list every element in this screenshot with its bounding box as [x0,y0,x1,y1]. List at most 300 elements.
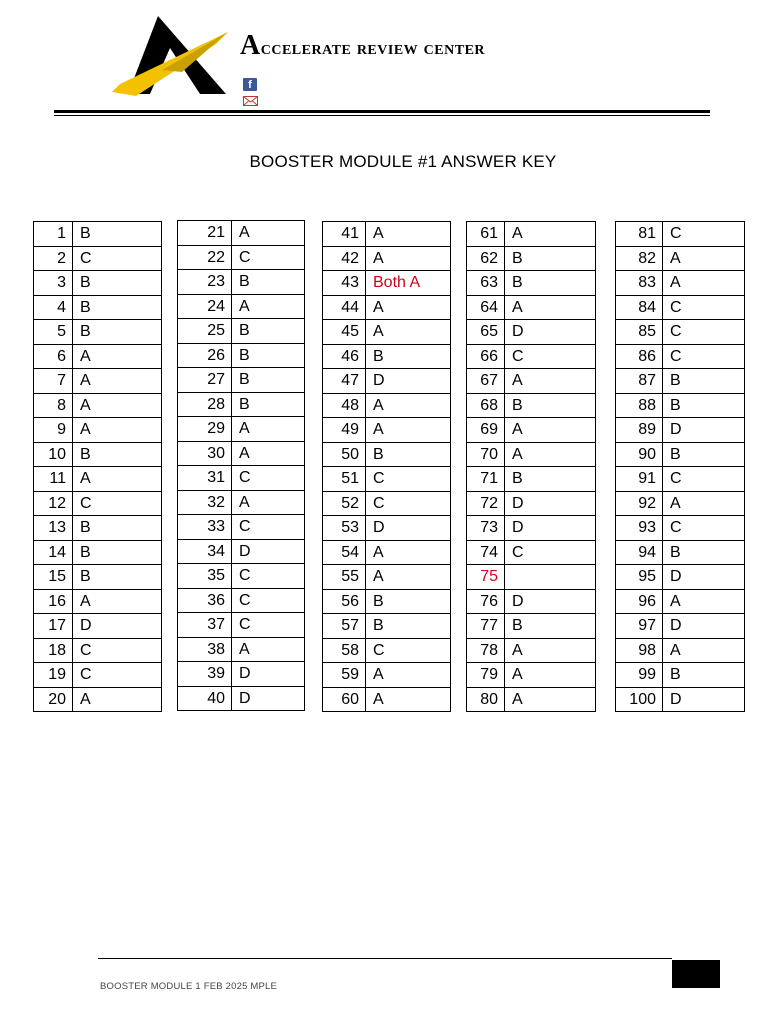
answer-letter: A [232,490,305,515]
answer-letter: A [73,344,162,369]
answer-letter: A [73,418,162,443]
question-number: 87 [616,369,663,394]
question-number: 2 [34,246,73,271]
question-number: 54 [323,540,366,565]
answer-row [616,344,745,369]
answer-row [323,565,451,590]
answer-row [616,540,745,565]
answer-row [178,343,305,368]
answer-row [178,613,305,638]
question-number: 63 [467,271,505,296]
answer-row [178,662,305,687]
answer-letter: A [73,687,162,712]
answer-letter: B [663,540,745,565]
question-number: 61 [467,222,505,247]
answer-row [178,417,305,442]
answer-letter: B [505,393,596,418]
answer-letter: A [366,320,451,345]
question-number: 80 [467,687,505,712]
answer-row [616,369,745,394]
answer-table-21-40 [177,220,305,711]
answer-letter: C [663,320,745,345]
question-number: 34 [178,539,232,564]
question-number: 17 [34,614,73,639]
question-number: 53 [323,516,366,541]
answer-letter: A [663,246,745,271]
question-number: 22 [178,245,232,270]
question-number: 97 [616,614,663,639]
answer-letter: A [663,638,745,663]
answer-row [323,369,451,394]
answer-row [616,663,745,688]
page-number-box [672,960,720,988]
answer-row [467,344,596,369]
answer-row [178,441,305,466]
answer-letter: A [505,687,596,712]
answer-row [467,467,596,492]
question-number: 21 [178,221,232,246]
question-number: 29 [178,417,232,442]
answer-row [467,663,596,688]
answer-letter: A [366,687,451,712]
answer-letter: D [663,687,745,712]
answer-row [467,589,596,614]
question-number: 37 [178,613,232,638]
answer-row [467,222,596,247]
answer-row [323,295,451,320]
question-number: 12 [34,491,73,516]
question-number: 8 [34,393,73,418]
answer-row [616,516,745,541]
answer-row [616,467,745,492]
question-number: 43 [323,271,366,296]
answer-row [34,442,162,467]
answer-table-1-20 [33,221,162,712]
answer-row [467,418,596,443]
answer-row [616,295,745,320]
question-number: 56 [323,589,366,614]
answer-row [467,491,596,516]
answer-row [178,368,305,393]
answer-letter: B [366,442,451,467]
answer-row [178,270,305,295]
question-number: 73 [467,516,505,541]
answer-letter: A [366,565,451,590]
question-number: 5 [34,320,73,345]
answer-row [323,393,451,418]
answer-letter: C [505,540,596,565]
answer-row [178,392,305,417]
answer-row [616,565,745,590]
answer-table-41-60 [322,221,451,712]
answer-row [467,687,596,712]
question-number: 16 [34,589,73,614]
question-number: 86 [616,344,663,369]
answer-row [467,393,596,418]
answer-letter: A [73,467,162,492]
answer-row [323,442,451,467]
answer-row [467,540,596,565]
answer-letter: C [232,515,305,540]
answer-row [323,589,451,614]
answer-letter: B [73,271,162,296]
answer-row [467,320,596,345]
answer-row [323,222,451,247]
answer-row [34,222,162,247]
answer-letter: B [232,368,305,393]
answer-row [323,320,451,345]
answer-letter: A [366,246,451,271]
question-number: 99 [616,663,663,688]
answer-row [467,271,596,296]
question-number: 100 [616,687,663,712]
answer-row [616,222,745,247]
answer-row [178,490,305,515]
header-divider [54,110,710,113]
question-number: 60 [323,687,366,712]
question-number: 7 [34,369,73,394]
question-number: 3 [34,271,73,296]
question-number: 66 [467,344,505,369]
question-number: 83 [616,271,663,296]
question-number: 20 [34,687,73,712]
question-number: 9 [34,418,73,443]
question-number: 95 [616,565,663,590]
answer-letter: D [505,320,596,345]
answer-letter: C [73,638,162,663]
answer-letter: B [73,540,162,565]
question-number: 64 [467,295,505,320]
answer-row [616,320,745,345]
answer-letter: C [663,516,745,541]
answer-row [34,418,162,443]
answer-row [467,369,596,394]
question-number: 84 [616,295,663,320]
question-number: 55 [323,565,366,590]
answer-letter: C [232,245,305,270]
answer-row [467,638,596,663]
answer-letter: C [663,222,745,247]
answer-letter: A [505,222,596,247]
answer-letter: C [232,588,305,613]
question-number: 18 [34,638,73,663]
question-number: 45 [323,320,366,345]
answer-letter: B [73,320,162,345]
answer-row [323,246,451,271]
question-number: 10 [34,442,73,467]
answer-letter: C [663,344,745,369]
question-number: 98 [616,638,663,663]
question-number: 25 [178,319,232,344]
question-number: 23 [178,270,232,295]
answer-row [178,637,305,662]
answer-letter: D [505,516,596,541]
facebook-icon[interactable]: f [243,78,257,91]
answer-letter: D [366,369,451,394]
answer-letter: A [366,540,451,565]
answer-letter: B [505,271,596,296]
answer-letter: A [232,294,305,319]
question-number: 27 [178,368,232,393]
question-number: 41 [323,222,366,247]
answer-row [467,442,596,467]
question-number: 58 [323,638,366,663]
question-number: 33 [178,515,232,540]
answer-row [323,638,451,663]
answer-letter: A [366,295,451,320]
question-number: 82 [616,246,663,271]
social-links [243,78,259,106]
answer-letter: C [366,467,451,492]
answer-letter: B [366,589,451,614]
question-number: 46 [323,344,366,369]
answer-row [616,491,745,516]
answer-row [34,467,162,492]
question-number: 42 [323,246,366,271]
answer-letter: A [366,393,451,418]
question-number: 39 [178,662,232,687]
question-number: 31 [178,466,232,491]
answer-letter: D [232,686,305,711]
answer-row [178,515,305,540]
answer-row [34,516,162,541]
answer-letter: B [232,343,305,368]
question-number: 88 [616,393,663,418]
header-divider-thin [54,115,710,116]
question-number: 67 [467,369,505,394]
question-number: 50 [323,442,366,467]
question-number: 59 [323,663,366,688]
answer-row [616,418,745,443]
answer-row [467,614,596,639]
question-number: 62 [467,246,505,271]
answer-row [34,614,162,639]
question-number: 96 [616,589,663,614]
answer-row [323,516,451,541]
answer-letter: B [73,565,162,590]
answer-letter: B [505,467,596,492]
answer-row [178,466,305,491]
question-number: 94 [616,540,663,565]
question-number: 52 [323,491,366,516]
answer-row [323,271,451,296]
question-number: 78 [467,638,505,663]
answer-row [178,686,305,711]
answer-row [323,491,451,516]
question-number: 65 [467,320,505,345]
answer-row [34,565,162,590]
answer-letter: B [73,516,162,541]
answer-letter: A [232,637,305,662]
answer-letter: D [232,662,305,687]
answer-letter: C [505,344,596,369]
question-number: 71 [467,467,505,492]
question-number: 92 [616,491,663,516]
answer-letter: A [505,418,596,443]
answer-letter: B [366,614,451,639]
answer-letter: C [232,613,305,638]
answer-letter: B [232,392,305,417]
footer-text: BOOSTER MODULE 1 FEB 2025 MPLE [100,981,278,992]
answer-letter: B [505,246,596,271]
answer-letter: B [505,614,596,639]
question-number: 76 [467,589,505,614]
answer-row [178,319,305,344]
answer-row [34,295,162,320]
accelerate-logo [110,14,240,98]
question-number: 69 [467,418,505,443]
question-number: 24 [178,294,232,319]
answer-row [34,393,162,418]
answer-letter: D [663,418,745,443]
answer-letter: A [73,393,162,418]
question-number: 38 [178,637,232,662]
question-number: 81 [616,222,663,247]
answer-row [616,638,745,663]
question-number: 49 [323,418,366,443]
answer-row [467,295,596,320]
answer-row [34,638,162,663]
answer-row [616,442,745,467]
answer-letter: B [73,295,162,320]
answer-letter: D [663,565,745,590]
answer-letter: Both A [366,271,451,296]
answer-letter [505,565,596,590]
question-number: 32 [178,490,232,515]
question-number: 1 [34,222,73,247]
answer-letter: A [505,442,596,467]
mail-icon[interactable] [243,96,258,106]
question-number: 44 [323,295,366,320]
question-number: 57 [323,614,366,639]
answer-letter: B [73,222,162,247]
answer-row [616,614,745,639]
answer-row [34,663,162,688]
answer-letter: A [505,663,596,688]
answer-letter: A [73,589,162,614]
answer-row [616,271,745,296]
answer-row [467,246,596,271]
answer-row [34,491,162,516]
answer-letter: C [73,246,162,271]
answer-row [467,565,596,590]
question-number: 47 [323,369,366,394]
answer-row [34,687,162,712]
question-number: 70 [467,442,505,467]
answer-letter: C [366,638,451,663]
answer-letter: B [663,442,745,467]
question-number: 6 [34,344,73,369]
answer-letter: D [505,589,596,614]
answer-row [323,467,451,492]
answer-row [616,687,745,712]
question-number: 35 [178,564,232,589]
question-number: 13 [34,516,73,541]
answer-row [323,663,451,688]
answer-letter: A [663,271,745,296]
org-name-rest: ccelerate review center [260,37,486,59]
question-number: 90 [616,442,663,467]
answer-row [323,344,451,369]
answer-letter: C [73,491,162,516]
answer-letter: B [663,663,745,688]
answer-letter: A [232,417,305,442]
answer-letter: A [663,589,745,614]
question-number: 14 [34,540,73,565]
answer-row [616,246,745,271]
answer-row [34,344,162,369]
answer-letter: B [232,319,305,344]
answer-row [323,540,451,565]
question-number: 93 [616,516,663,541]
question-number: 40 [178,686,232,711]
answer-letter: B [73,442,162,467]
question-number: 30 [178,441,232,466]
answer-row [34,540,162,565]
question-number: 28 [178,392,232,417]
answer-row [178,294,305,319]
answer-letter: C [232,466,305,491]
question-number: 15 [34,565,73,590]
question-number: 4 [34,295,73,320]
question-number: 68 [467,393,505,418]
answer-row [616,589,745,614]
org-name-initial: A [240,30,261,61]
page-title: BOOSTER MODULE #1 ANSWER KEY [249,152,557,171]
answer-table-61-80 [466,221,596,712]
answer-letter: D [663,614,745,639]
question-number: 77 [467,614,505,639]
answer-letter: D [73,614,162,639]
answer-row [178,539,305,564]
answer-letter: B [232,270,305,295]
answer-row [616,393,745,418]
answer-letter: A [73,369,162,394]
question-number: 72 [467,491,505,516]
question-number: 51 [323,467,366,492]
question-number: 19 [34,663,73,688]
answer-letter: D [366,516,451,541]
answer-letter: C [663,295,745,320]
answer-row [178,564,305,589]
answer-row [34,246,162,271]
answer-letter: B [663,393,745,418]
question-number: 48 [323,393,366,418]
question-number: 85 [616,320,663,345]
answer-letter: D [505,491,596,516]
answer-letter: D [232,539,305,564]
question-number: 79 [467,663,505,688]
answer-letter: A [366,222,451,247]
question-number: 11 [34,467,73,492]
answer-letter: C [663,467,745,492]
answer-letter: A [232,221,305,246]
answer-letter: A [232,441,305,466]
answer-row [323,687,451,712]
question-number: 91 [616,467,663,492]
question-number: 26 [178,343,232,368]
answer-row [34,369,162,394]
question-number: 89 [616,418,663,443]
answer-letter: B [366,344,451,369]
answer-letter: A [663,491,745,516]
question-number: 74 [467,540,505,565]
org-name [240,30,485,62]
answer-letter: C [232,564,305,589]
answer-letter: C [73,663,162,688]
answer-row [34,271,162,296]
question-number: 36 [178,588,232,613]
